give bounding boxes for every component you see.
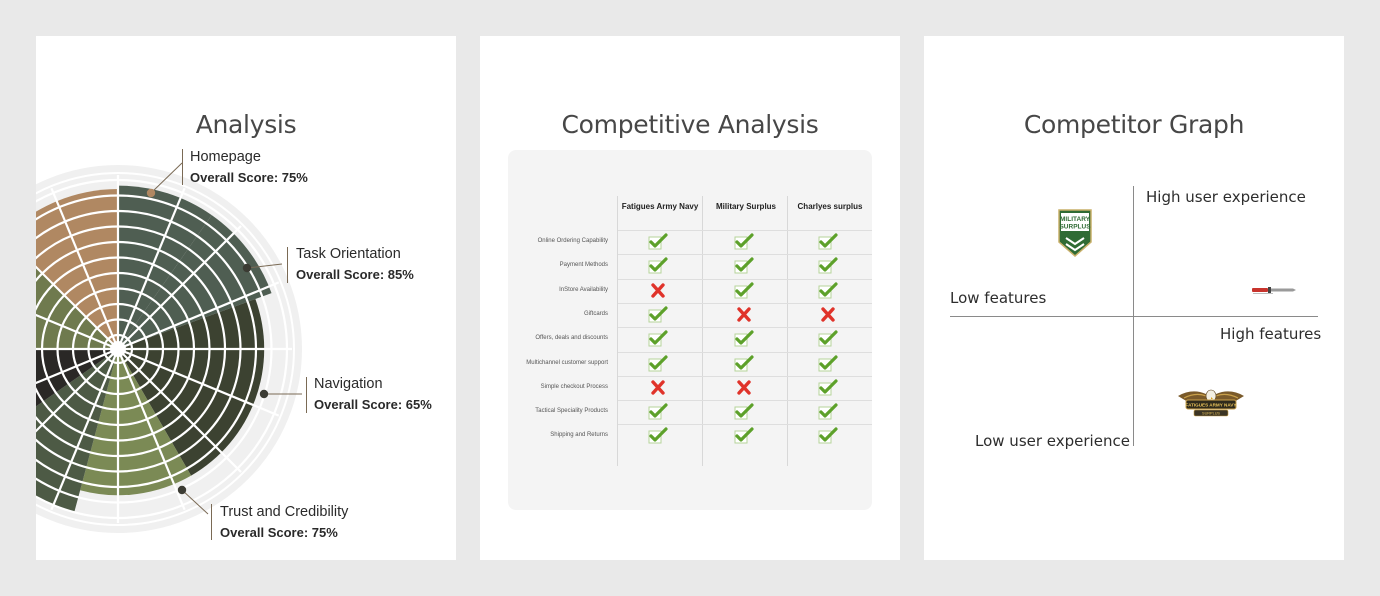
callout-bar bbox=[287, 247, 288, 283]
check-icon bbox=[734, 330, 754, 348]
table-row-divider bbox=[618, 327, 872, 328]
table-column-divider bbox=[617, 196, 618, 466]
check-icon bbox=[648, 257, 668, 275]
callout-bar bbox=[211, 504, 212, 540]
check-icon bbox=[648, 330, 668, 348]
table-row-divider bbox=[618, 230, 872, 231]
analysis-card bbox=[36, 36, 456, 560]
comparison-table bbox=[508, 150, 872, 510]
label-high-features: High features bbox=[1220, 325, 1322, 343]
cross-icon bbox=[818, 306, 838, 324]
radial-score-chart bbox=[36, 36, 456, 560]
table-column-divider bbox=[787, 196, 788, 466]
table-row-divider bbox=[618, 376, 872, 377]
check-icon bbox=[734, 233, 754, 251]
check-icon bbox=[648, 403, 668, 421]
callout-task-orientation-pointer-dot bbox=[243, 264, 251, 272]
analysis-title: Analysis bbox=[195, 110, 297, 139]
check-icon bbox=[818, 427, 838, 445]
table-row-divider bbox=[618, 254, 872, 255]
callout-task-orientation-score: Overall Score: 85% bbox=[296, 267, 414, 283]
check-icon bbox=[734, 403, 754, 421]
check-icon bbox=[818, 379, 838, 397]
check-icon bbox=[648, 427, 668, 445]
callout-homepage-pointer-dot bbox=[147, 189, 155, 197]
check-icon bbox=[734, 427, 754, 445]
table-row-label: Offers, deals and discounts bbox=[535, 335, 608, 342]
callout-bar bbox=[306, 377, 307, 413]
callout-homepage-name: Homepage bbox=[190, 149, 261, 165]
check-icon bbox=[734, 282, 754, 300]
label-low-user-experience: Low user experience bbox=[975, 432, 1130, 450]
callout-homepage-score: Overall Score: 75% bbox=[190, 170, 308, 186]
callout-navigation-name: Navigation bbox=[314, 376, 383, 392]
competitive-analysis-title: Competitive Analysis bbox=[561, 110, 819, 139]
check-icon bbox=[818, 282, 838, 300]
check-icon bbox=[818, 257, 838, 275]
callout-navigation-pointer-dot bbox=[260, 390, 268, 398]
table-row-divider bbox=[618, 352, 872, 353]
check-icon bbox=[818, 355, 838, 373]
cross-icon bbox=[648, 379, 668, 397]
table-row-divider bbox=[618, 400, 872, 401]
callout-homepage bbox=[190, 146, 308, 189]
callout-trust-name: Trust and Credibility bbox=[220, 504, 349, 520]
competitor-graph-card bbox=[924, 36, 1344, 560]
check-icon bbox=[648, 233, 668, 251]
table-row-divider bbox=[618, 303, 872, 304]
check-icon bbox=[734, 355, 754, 373]
check-icon bbox=[648, 355, 668, 373]
check-icon bbox=[648, 306, 668, 324]
table-column-header: Charlyes surplus bbox=[797, 202, 863, 211]
table-row-label: Multichannel customer support bbox=[526, 359, 608, 366]
label-high-user-experience: High user experience bbox=[1146, 188, 1306, 206]
military-surplus-logo bbox=[1057, 208, 1093, 258]
table-row-label: Giftcards bbox=[583, 310, 608, 317]
logo-text-military: MILITARY bbox=[1060, 216, 1090, 223]
table-row-label: Payment Methods bbox=[559, 262, 608, 269]
radial-center bbox=[110, 341, 126, 357]
cross-icon bbox=[648, 282, 668, 300]
check-icon bbox=[818, 403, 838, 421]
callout-task-orientation-name: Task Orientation bbox=[296, 246, 401, 262]
cross-icon bbox=[734, 306, 754, 324]
callout-trust bbox=[220, 501, 348, 544]
table-row-label: Simple checkout Process bbox=[540, 383, 608, 390]
table-column-header: Military Surplus bbox=[715, 202, 776, 211]
logo-text-fatigues-sub: SURPLUS bbox=[1202, 411, 1220, 416]
table-column-header: Fatigues Army Navy bbox=[621, 202, 699, 211]
callout-trust-score: Overall Score: 75% bbox=[220, 525, 338, 541]
callout-trust-pointer-dot bbox=[178, 486, 186, 494]
competitor-graph-title: Competitor Graph bbox=[1023, 110, 1245, 139]
check-icon bbox=[818, 330, 838, 348]
table-row-label: InStore Availability bbox=[559, 286, 608, 293]
callout-navigation-score: Overall Score: 65% bbox=[314, 397, 432, 413]
table-row-divider bbox=[618, 424, 872, 425]
table-column-divider bbox=[702, 196, 703, 466]
charlyes-surplus-logo bbox=[1251, 285, 1297, 295]
x-axis bbox=[950, 316, 1318, 317]
logo-text-fatigues: FATIGUES ARMY NAVY bbox=[1185, 402, 1237, 408]
callout-task-orientation bbox=[296, 243, 414, 286]
cross-icon bbox=[734, 379, 754, 397]
table-row-label: Online Ordering Capability bbox=[537, 238, 608, 244]
callout-bar bbox=[182, 149, 183, 185]
fatigues-army-navy-logo bbox=[1176, 386, 1246, 420]
check-icon bbox=[818, 233, 838, 251]
table-row-divider bbox=[618, 279, 872, 280]
label-low-features: Low features bbox=[950, 289, 1047, 307]
check-icon bbox=[734, 257, 754, 275]
table-row-label: Tactical Speciality Products bbox=[535, 408, 608, 415]
competitive-analysis-card bbox=[480, 36, 900, 560]
logo-text-surplus: SURPLUS bbox=[1059, 223, 1091, 231]
table-row-label: Shipping and Returns bbox=[550, 432, 608, 439]
callout-navigation bbox=[314, 373, 432, 416]
